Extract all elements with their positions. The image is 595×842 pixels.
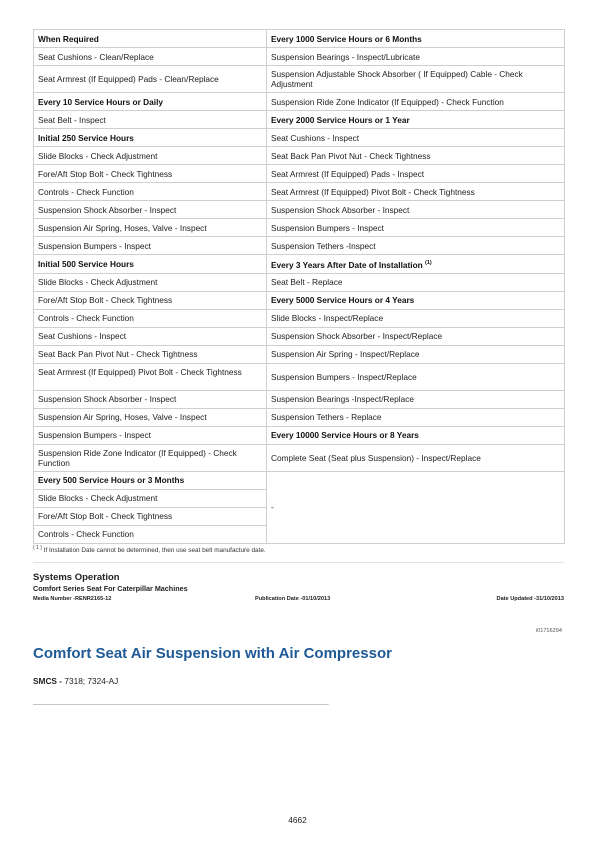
table-row (34, 363, 565, 390)
cell-text: Suspension Shock Absorber - Inspect (38, 394, 177, 405)
schedule-body (34, 30, 565, 544)
footnote-text: If Installation Date cannot be determined, then use seat belt manufacture date. (43, 547, 266, 555)
cell-left (34, 471, 267, 489)
cell-left (34, 201, 267, 219)
table-row (34, 66, 565, 93)
cell-left (34, 255, 267, 274)
cell-text: Suspension Shock Absorber - Inspect (38, 204, 177, 215)
cell-left (34, 525, 267, 543)
cell-right (267, 147, 565, 165)
cell-text: Slide Blocks - Inspect/Replace (271, 313, 384, 324)
cell-text: - (271, 502, 274, 513)
cell-text: Suspension Bearings - Inspect/Lubricate (271, 51, 420, 62)
cell-right (267, 111, 565, 129)
cell-left (34, 507, 267, 525)
footnote (33, 545, 266, 554)
cell-left (34, 408, 267, 426)
cell-right (267, 129, 565, 147)
cell-text: Fore/Aft Stop Bolt - Check Tightness (38, 295, 173, 306)
cell-text: Every 5000 Service Hours or 4 Years (271, 295, 415, 306)
cell-right (267, 93, 565, 111)
cell-text: When Required (38, 33, 99, 44)
cell-text: Suspension Shock Absorber - Inspect/Replace (271, 331, 443, 342)
cell-right (267, 291, 565, 309)
date-updated: Date Updated -31/10/2013 (496, 596, 564, 602)
cell-text: Seat Back Pan Pivot Nut - Check Tightness (38, 349, 198, 360)
cell-right (267, 219, 565, 237)
cell-text: Slide Blocks - Check Adjustment (38, 150, 158, 161)
cell-text: Suspension Air Spring, Hoses, Valve - Inspect (38, 222, 207, 233)
cell-text: Every 10000 Service Hours or 8 Years (271, 430, 419, 441)
cell-text: Suspension Tethers - Replace (271, 412, 382, 423)
cell-right-empty (267, 471, 565, 543)
footnote-ref: (1) (425, 260, 432, 266)
cell-text: Seat Back Pan Pivot Nut - Check Tightness (271, 150, 431, 161)
publication-date: Publication Date -01/10/2013 (255, 596, 331, 602)
table-row (34, 390, 565, 408)
cell-left (34, 489, 267, 507)
cell-right (267, 48, 565, 66)
cell-text: Suspension Bumpers - Inspect (38, 240, 151, 251)
cell-text: Seat Armrest (If Equipped) Pivot Bolt - Check Tightness (38, 366, 242, 377)
cell-left (34, 363, 267, 390)
cell-left (34, 219, 267, 237)
cell-text: Fore/Aft Stop Bolt - Check Tightness (38, 168, 173, 179)
smcs-codes: 7318; 7324-AJ (62, 676, 119, 686)
cell-text: Suspension Ride Zone Indicator (If Equipped) - Check Function (271, 96, 504, 107)
cell-right (267, 165, 565, 183)
cell-text: Controls - Check Function (38, 529, 134, 540)
cell-left (34, 66, 267, 93)
section-divider (33, 562, 564, 563)
cell-text: Suspension Shock Absorber - Inspect (271, 204, 410, 215)
underline-rule: ________________________________________________________________________________________________________ (33, 699, 329, 705)
cell-left (34, 327, 267, 345)
cell-text: Suspension Ride Zone Indicator (If Equipped) - Check Function (38, 447, 237, 468)
table-row (34, 147, 565, 165)
cell-text: Suspension Bumpers - Inspect/Replace (271, 371, 417, 382)
cell-left (34, 444, 267, 471)
cell-left (34, 93, 267, 111)
cell-left (34, 30, 267, 48)
table-row (34, 291, 565, 309)
cell-left (34, 390, 267, 408)
cell-text: Every 3 Years After Date of Installation (271, 259, 423, 270)
smcs-line (33, 676, 118, 686)
table-row (34, 219, 565, 237)
cell-text: Suspension Bearings -Inspect/Replace (271, 394, 414, 405)
cell-text: Seat Armrest (If Equipped) Pads - Inspect (271, 168, 425, 179)
table-row (34, 165, 565, 183)
cell-text: Controls - Check Function (38, 313, 134, 324)
media-number: Media Number -RENR2165-12 (33, 596, 112, 602)
cell-text: Suspension Bumpers - Inspect (271, 222, 384, 233)
cell-text: Seat Armrest (If Equipped) Pads - Clean/Replace (38, 74, 219, 84)
table-row (34, 201, 565, 219)
table-row (34, 111, 565, 129)
cell-right (267, 363, 565, 390)
series-title: Comfort Series Seat For Caterpillar Machines (33, 584, 188, 593)
table-row (34, 93, 565, 111)
footnote-marker: ( 1 ) (33, 545, 42, 551)
cell-left (34, 111, 267, 129)
cell-left (34, 147, 267, 165)
cell-right (267, 66, 565, 93)
table-row (34, 408, 565, 426)
table-row (34, 309, 565, 327)
cell-text: Controls - Check Function (38, 186, 134, 197)
page-number: 4662 (288, 815, 307, 825)
cell-text: Slide Blocks - Check Adjustment (38, 277, 158, 288)
page-title: Comfort Seat Air Suspension with Air Compressor (33, 645, 392, 662)
cell-text: Every 500 Service Hours or 3 Months (38, 475, 185, 486)
cell-right (267, 201, 565, 219)
cell-right (267, 390, 565, 408)
table-row (34, 30, 565, 48)
cell-text: Seat Belt - Replace (271, 277, 343, 288)
cell-text: Suspension Air Spring, Hoses, Valve - Inspect (38, 412, 207, 423)
cell-left (34, 345, 267, 363)
cell-right (267, 309, 565, 327)
cell-text: Complete Seat (Seat plus Suspension) - Inspect/Replace (271, 452, 481, 463)
cell-text: Suspension Air Spring - Inspect/Replace (271, 349, 420, 360)
cell-right (267, 345, 565, 363)
cell-text: Seat Cushions - Clean/Replace (38, 51, 154, 62)
cell-right (267, 273, 565, 291)
table-row (34, 471, 565, 489)
cell-text: Suspension Tethers -Inspect (271, 240, 376, 251)
cell-right (267, 255, 565, 274)
cell-text: Seat Cushions - Inspect (271, 132, 360, 143)
cell-right (267, 30, 565, 48)
cell-left (34, 129, 267, 147)
cell-left (34, 48, 267, 66)
cell-text: Seat Cushions - Inspect (38, 331, 127, 342)
cell-text: Initial 500 Service Hours (38, 258, 134, 269)
cell-text: Suspension Adjustable Shock Absorber ( If Equipped) Cable - Check Adjustment (271, 69, 523, 89)
cell-text: Seat Armrest (If Equipped) Pivot Bolt - Check Tightness (271, 186, 475, 197)
section-title: Systems Operation (33, 572, 120, 583)
cell-left (34, 273, 267, 291)
smcs-label: SMCS - (33, 676, 63, 686)
table-row (34, 255, 565, 274)
table-row (34, 129, 565, 147)
cell-text: Fore/Aft Stop Bolt - Check Tightness (38, 511, 173, 522)
cell-left (34, 291, 267, 309)
cell-right (267, 426, 565, 444)
image-id: i01716294 (535, 628, 562, 634)
cell-text: Initial 250 Service Hours (38, 132, 134, 143)
cell-text: Suspension Bumpers - Inspect (38, 430, 151, 441)
cell-text: Every 2000 Service Hours or 1 Year (271, 114, 410, 125)
cell-left (34, 237, 267, 255)
cell-right (267, 183, 565, 201)
cell-left (34, 309, 267, 327)
table-row (34, 444, 565, 471)
cell-right (267, 327, 565, 345)
table-row (34, 273, 565, 291)
cell-text: Every 1000 Service Hours or 6 Months (271, 33, 422, 44)
table-row (34, 48, 565, 66)
cell-right (267, 237, 565, 255)
cell-right (267, 444, 565, 471)
table-row (34, 237, 565, 255)
cell-right (267, 408, 565, 426)
table-row (34, 426, 565, 444)
table-row (34, 183, 565, 201)
table-row (34, 345, 565, 363)
cell-text: Seat Belt - Inspect (38, 114, 106, 125)
cell-left (34, 183, 267, 201)
cell-left (34, 165, 267, 183)
cell-text: Every 10 Service Hours or Daily (38, 96, 163, 107)
cell-left (34, 426, 267, 444)
cell-text: Slide Blocks - Check Adjustment (38, 493, 158, 504)
table-row (34, 327, 565, 345)
maintenance-schedule-table (33, 29, 565, 544)
